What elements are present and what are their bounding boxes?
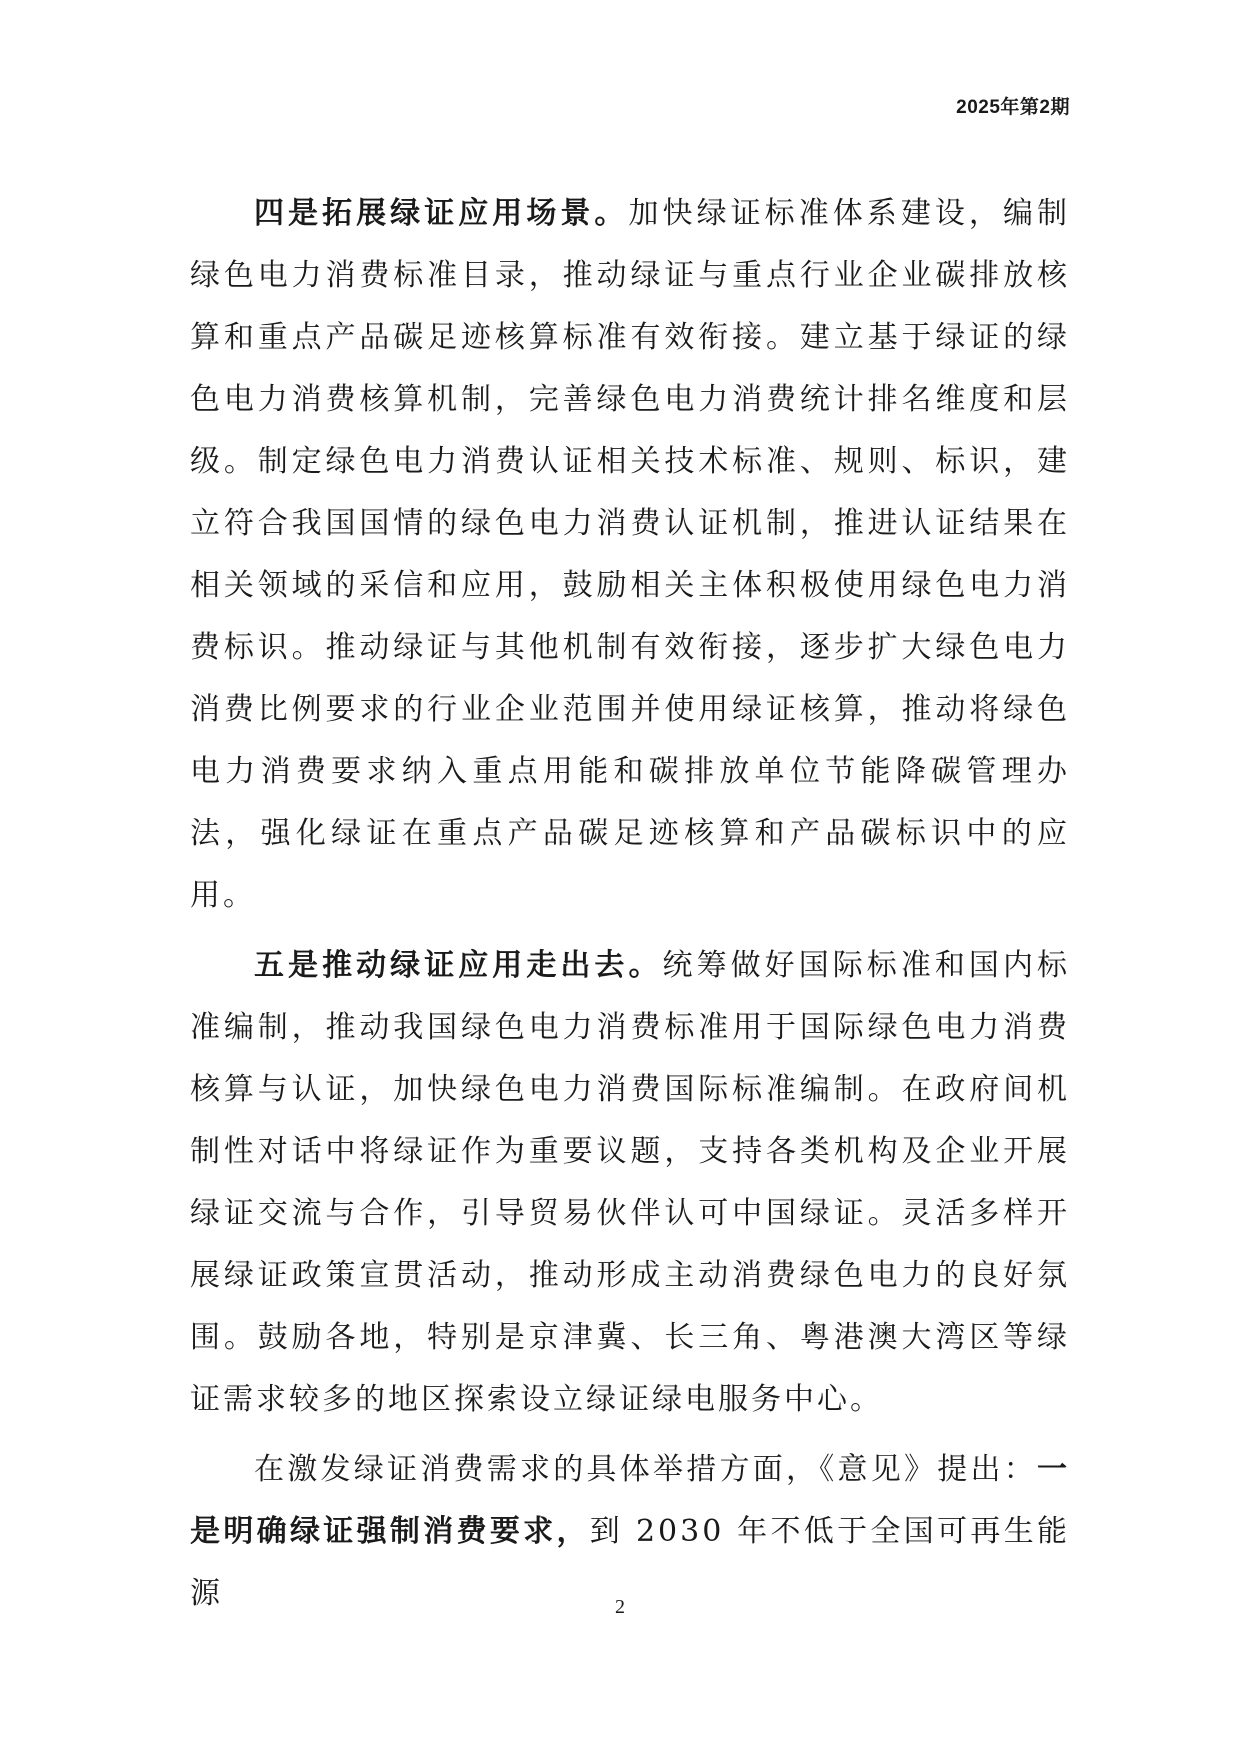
paragraph-text: 到 2030 年不低于全国可再生能源	[190, 1514, 1071, 1611]
paragraph-text: 统筹做好国际标准和国内标准编制，推动我国绿色电力消费标准用于国际绿色电力消费核算与认证，加快绿色电力消费国际标准编制。在政府间机制性对话中将绿证作为重要议题，支持各类机构及企业开展绿证交流与合作，引导贸易伙伴认可中国绿证。灵活多样开展绿证政策宣贯活动，推动形成主动消费绿色电力的良好氛围。鼓励各地，特别是京津冀、长三角、粤港澳大湾区等绿证需求较多的地区探索设立绿证绿电服务中心。	[190, 948, 1071, 1417]
page-number: 2	[615, 1596, 625, 1618]
paragraph-lead: 一是明确绿证强制消费要求，	[190, 1452, 1070, 1549]
paragraph-intro: 在激发绿证消费需求的具体举措方面，《意见》提出：	[254, 1452, 1037, 1487]
paragraph-lead: 五是推动绿证应用走出去。	[254, 948, 663, 983]
paragraph-expand-green-certificate-scenarios	[190, 183, 1070, 927]
paragraph-text: 加快绿证标准体系建设，编制绿色电力消费标准目录，推动绿证与重点行业企业碳排放核算和重点产品碳足迹核算标准有效衔接。建立基于绿证的绿色电力消费核算机制，完善绿色电力消费统计排名维度和层级。制定绿色电力消费认证相关技术标准、规则、标识，建立符合我国国情的绿色电力消费认证机制，推进认证结果在相关领域的采信和应用，鼓励相关主体积极使用绿色电力消费标识。推动绿证与其他机制有效衔接，逐步扩大绿色电力消费比例要求的行业企业范围并使用绿证核算，推动将绿色电力消费要求纳入重点用能和碳排放单位节能降碳管理办法，强化绿证在重点产品碳足迹核算和产品碳标识中的应用。	[190, 196, 1071, 913]
article-body	[190, 183, 1070, 1625]
issue-header: 2025年第2期	[956, 97, 1070, 118]
paragraph-go-global	[190, 935, 1070, 1431]
paragraph-lead: 四是拓展绿证应用场景。	[254, 196, 629, 231]
